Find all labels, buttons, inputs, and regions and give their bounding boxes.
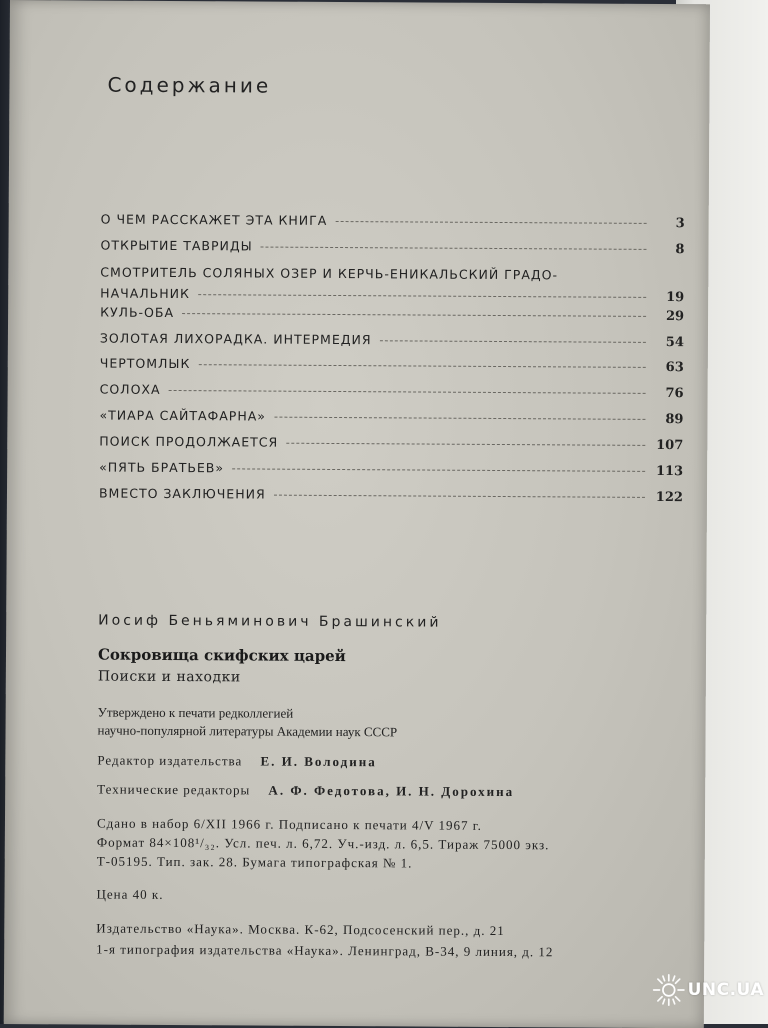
toc-entry bbox=[100, 305, 684, 325]
site-watermark bbox=[652, 966, 764, 1014]
toc-page-number: 113 bbox=[655, 463, 684, 480]
toc-page-number: 54 bbox=[665, 335, 684, 351]
toc-page-number: 89 bbox=[665, 412, 684, 428]
price-line: Цена 40 к. bbox=[96, 886, 164, 902]
book-page bbox=[4, 0, 710, 1028]
toc-page-number: 76 bbox=[665, 386, 684, 402]
toc-entry bbox=[99, 434, 683, 454]
book-title: Сокровища скифских царей bbox=[97, 645, 346, 666]
toc-entry-title: СОЛОХА bbox=[99, 381, 161, 397]
toc-leader-dots bbox=[198, 364, 645, 368]
toc-leader-dots bbox=[182, 313, 646, 317]
toc-page-number: 107 bbox=[656, 437, 684, 454]
toc-entry bbox=[100, 356, 684, 376]
toc-entry bbox=[100, 265, 684, 306]
toc-leader-dots bbox=[169, 390, 646, 394]
toc-entry bbox=[100, 331, 684, 351]
print-details-line: Сдано в набор 6/XII 1966 г. Подписано к печати 4/V 1967 г. bbox=[96, 815, 482, 833]
toc-leader-dots bbox=[232, 468, 645, 472]
table-of-contents bbox=[7, 0, 710, 524]
approval-line: Утверждено к печати редколлегией bbox=[97, 704, 294, 721]
toc-entry bbox=[100, 238, 684, 258]
toc-leader-dots bbox=[274, 417, 645, 420]
toc-entry bbox=[99, 408, 683, 428]
approval-line: научно-популярной литературы Академии наук СССР bbox=[97, 722, 398, 740]
toc-page-number: 19 bbox=[666, 290, 685, 306]
printer-line: 1-я типография издательства «Наука». Ленинград, В-34, 9 линия, д. 12 bbox=[96, 941, 554, 960]
toc-leader-dots bbox=[380, 340, 646, 343]
print-details-line: Т-05195. Тип. зак. 28. Бумага типографская № 1. bbox=[96, 853, 413, 871]
tech-editors-names: А. Ф. Федотова, И. Н. Дорохина bbox=[268, 782, 515, 800]
book-subtitle: Поиски и находки bbox=[97, 668, 241, 686]
toc-entry-title: ОТКРЫТИЕ ТАВРИДЫ bbox=[100, 237, 253, 254]
toc-entry-title: НАЧАЛЬНИК bbox=[100, 285, 190, 302]
editor-name: Е. И. Володина bbox=[260, 753, 377, 770]
toc-page-number: 122 bbox=[655, 489, 684, 506]
tech-editors-label: Технические редакторы bbox=[97, 781, 251, 798]
toc-entry bbox=[100, 382, 684, 402]
author-name: Иосиф Беньяминович Брашинский bbox=[98, 612, 442, 631]
toc-entry-title: ПОИСК ПРОДОЛЖАЕТСЯ bbox=[99, 433, 279, 450]
toc-leader-dots bbox=[286, 443, 645, 446]
toc-entry-title: «ТИАРА САЙТАФАРНА» bbox=[99, 407, 267, 424]
toc-page-number: 63 bbox=[665, 360, 684, 376]
toc-entry bbox=[101, 212, 685, 232]
editor-line bbox=[97, 753, 377, 771]
print-details-line: Формат 84×108¹/₃₂. Усл. печ. л. 6,72. Уч.-изд. л. 6,5. Тираж 75000 экз. bbox=[96, 834, 550, 853]
toc-entry bbox=[99, 486, 683, 506]
editor-label: Редактор издательства bbox=[97, 752, 243, 769]
toc-entry-title: ЗОЛОТАЯ ЛИХОРАДКА. ИНТЕРМЕДИЯ bbox=[99, 330, 372, 348]
toc-leader-dots bbox=[198, 294, 646, 298]
sun-burst-icon bbox=[652, 970, 686, 1010]
toc-entry bbox=[99, 460, 683, 480]
toc-page-number: 8 bbox=[675, 242, 685, 258]
toc-leader-dots bbox=[274, 495, 645, 498]
toc-entry-title: КУЛЬ-ОБА bbox=[100, 304, 175, 321]
tech-editors-line bbox=[97, 782, 514, 801]
toc-entry-title: «ПЯТЬ БРАТЬЕВ» bbox=[99, 459, 225, 476]
contents-heading: Содержание bbox=[107, 72, 272, 98]
toc-leader-dots bbox=[335, 221, 646, 224]
toc-page-number: 29 bbox=[665, 309, 685, 325]
publisher-line: Издательство «Наука». Москва. К-62, Подсосенский пер., д. 21 bbox=[96, 920, 505, 939]
toc-entry-title: ВМЕСТО ЗАКЛЮЧЕНИЯ bbox=[98, 485, 266, 502]
toc-entry-title: ЧЕРТОМЛЫК bbox=[99, 355, 191, 372]
toc-entry-title-line1: СМОТРИТЕЛЬ СОЛЯНЫХ ОЗЕР И КЕРЧЬ-ЕНИКАЛЬСКИЙ ГРАДО- bbox=[100, 264, 559, 283]
toc-entry-title: О ЧЕМ РАССКАЖЕТ ЭТА КНИГА bbox=[100, 211, 328, 228]
toc-page-number: 3 bbox=[675, 216, 685, 232]
toc-leader-dots bbox=[261, 247, 647, 250]
watermark-text: UNC.UA bbox=[687, 980, 764, 1000]
